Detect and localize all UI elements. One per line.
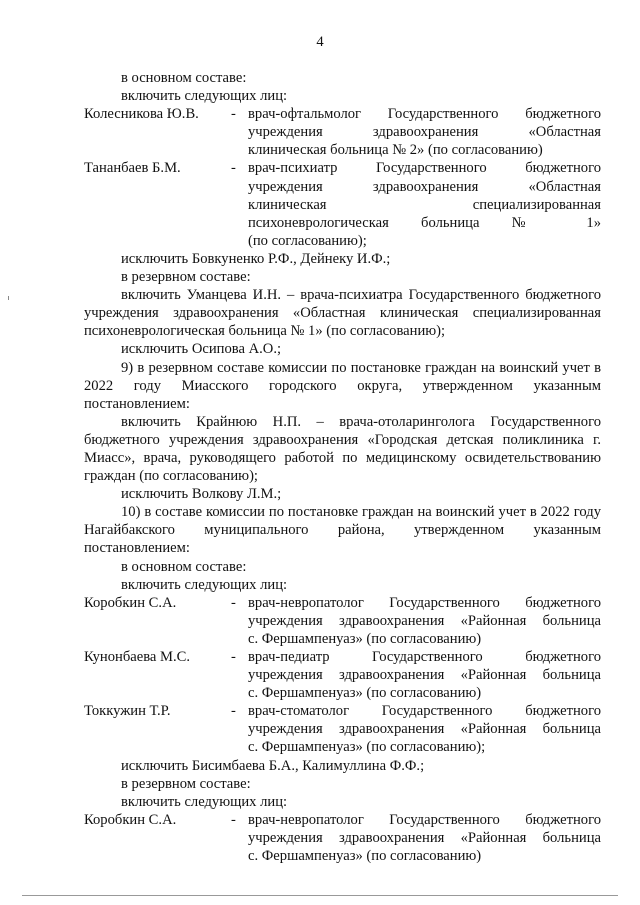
- entry-line: учреждения здравоохранения «Областная: [248, 178, 601, 195]
- entry-row: [84, 594, 601, 648]
- paragraph-reserve-composition-2: в резервном составе:: [121, 775, 251, 792]
- entry-line: учреждения здравоохранения «Районная больница: [248, 612, 601, 629]
- entry-dash: -: [231, 811, 236, 828]
- entry-dash: -: [231, 703, 236, 720]
- entry-line: врач-педиатр Государственного бюджетного: [248, 649, 601, 665]
- entry-line: клиническая специализированная: [248, 196, 601, 213]
- entry-name: Колесникова Ю.В.: [84, 106, 199, 123]
- entry-line: с. Фершампенуаз» (по согласованию);: [248, 739, 486, 756]
- entry-line: учреждения здравоохранения «Районная больница: [248, 829, 601, 846]
- entry-line: врач-офтальмолог Государственного бюджетного: [248, 106, 601, 123]
- entry-description: [248, 594, 601, 648]
- entry-description: [248, 159, 601, 249]
- entry-description: [248, 648, 601, 702]
- entry-row: [84, 702, 601, 756]
- entry-description: [248, 702, 601, 756]
- entry-name: Коробкин С.А.: [84, 594, 177, 611]
- paragraph-main-composition-2: в основном составе:: [121, 558, 247, 575]
- entry-dash: -: [231, 160, 236, 177]
- entry-line: учреждения здравоохранения «Районная больница: [248, 721, 601, 738]
- entry-line: клиническая больница № 2» (по согласованию): [248, 142, 543, 159]
- entry-line: врач-психиатр Государственного бюджетного: [248, 160, 601, 177]
- scan-mark: [8, 296, 9, 300]
- paragraph-main-composition: в основном составе:: [121, 70, 247, 86]
- entry-line: (по согласованию);: [248, 232, 367, 249]
- entry-line: учреждения здравоохранения «Районная больница: [248, 667, 601, 684]
- entry-dash: -: [231, 106, 236, 123]
- entry-row: [84, 648, 601, 702]
- paragraph-include-persons-2: включить следующих лиц:: [121, 576, 288, 593]
- entry-row: [84, 105, 601, 159]
- entry-name: Тананбаев Б.М.: [84, 160, 181, 177]
- paragraph-exclude-volkova: исключить Волкову Л.М.;: [121, 486, 282, 503]
- paragraph-include-persons-3: включить следующих лиц:: [121, 793, 288, 810]
- document-body: [84, 69, 601, 865]
- entry-line: с. Фершампенуаз» (по согласованию): [248, 848, 482, 865]
- entry-line: с. Фершампенуаз» (по согласованию): [248, 685, 482, 702]
- paragraph-item-9: 9) в резервном составе комиссии по постановке граждан на воинский учет в 2022 году Миасского городского округа, утвержденном указанным постановлением:: [84, 359, 601, 412]
- paragraph-item-10: 10) в составе комиссии по постановке граждан на воинский учет в 2022 году Нагайбакского муниципального района, утвержденном указанным постановлением:: [84, 504, 601, 557]
- paragraph-exclude-2: исключить Бисимбаева Б.А., Калимуллина Ф.Ф.;: [121, 757, 425, 774]
- paragraph-include-umantsev: включить Уманцева И.Н. – врача-психиатра Государственного бюджетного учреждения здравоохранения «Областная клиническая специализированная психоневрологическая больница № 1» (по согласованию);: [84, 287, 601, 340]
- entry-name: Кунонбаева М.С.: [84, 649, 191, 665]
- entry-row: [84, 811, 601, 865]
- entry-name: Коробкин С.А.: [84, 811, 177, 828]
- entry-dash: -: [231, 649, 236, 665]
- paragraph-reserve-composition: в резервном составе:: [121, 269, 251, 286]
- page-number: 4: [316, 34, 324, 50]
- entry-line: врач-невропатолог Государственного бюджетного: [248, 594, 601, 611]
- paragraph-include-persons: включить следующих лиц:: [121, 88, 288, 105]
- entry-line: учреждения здравоохранения «Областная: [248, 124, 601, 141]
- entry-description: [248, 811, 601, 865]
- entry-line: с. Фершампенуаз» (по согласованию): [248, 630, 482, 647]
- scan-edge-line: [22, 895, 618, 896]
- entry-line: психоневрологическая больница № 1»: [248, 214, 601, 231]
- entry-dash: -: [231, 594, 236, 611]
- paragraph-include-krainyaya: включить Крайнюю Н.П. – врача-отоларинголога Государственного бюджетного учреждения здравоохранения «Городская детская поликлиника г. Миасс», врача, руководящего работой по медицинскому освидетельствованию граждан (по согласованию);: [84, 413, 601, 485]
- entry-description: [248, 105, 601, 159]
- entry-line: врач-невропатолог Государственного бюджетного: [248, 811, 601, 828]
- paragraph-exclude-osipov: исключить Осипова А.О.;: [121, 341, 282, 358]
- entry-line: врач-стоматолог Государственного бюджетного: [248, 703, 601, 720]
- paragraph-exclude: исключить Бовкуненко Р.Ф., Дейнеку И.Ф.;: [121, 250, 391, 267]
- entry-name: Токкужин Т.Р.: [84, 703, 171, 720]
- entry-row: [84, 159, 601, 249]
